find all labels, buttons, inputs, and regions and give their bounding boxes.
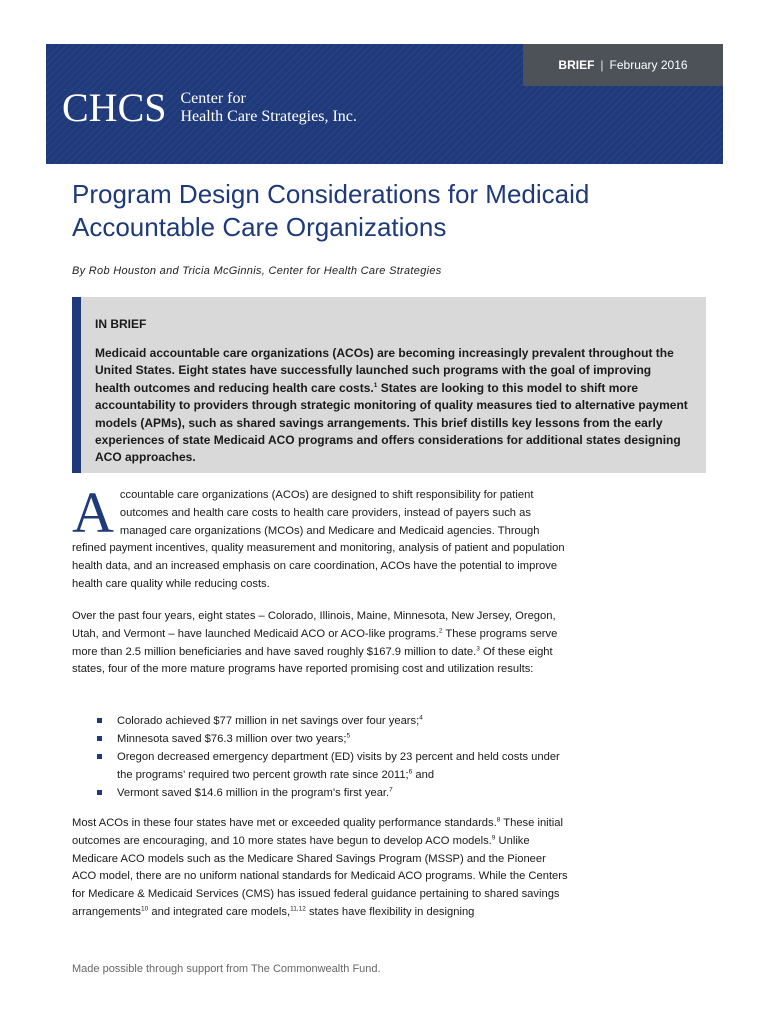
list-item: [96, 712, 576, 730]
states-text-c: Of these eight states, four of the more mature programs have reported promising cost and utilization results:: [72, 645, 553, 676]
bullet-text: Oregon decreased emergency department (ED) visits by 23 percent and held costs under the programs’ required two percent growth rate since 2011;: [117, 751, 560, 781]
drop-cap: A: [72, 480, 114, 545]
brief-date-tag: [523, 44, 723, 86]
logo-mark: CHCS: [62, 85, 167, 130]
footnote-ref[interactable]: 1: [373, 381, 378, 389]
outcomes-text-b: These initial outcomes are encouraging, and 10 more states have begun to develop ACO models.: [72, 817, 563, 847]
in-brief-summary: [95, 345, 688, 467]
footnote-ref[interactable]: 8: [496, 816, 501, 824]
bullet-text: Colorado achieved $77 million in net savings over four years;: [117, 715, 420, 727]
brief-label: BRIEF: [558, 58, 595, 72]
bullet-text: Minnesota saved $76.3 million over two years;: [117, 733, 347, 745]
outcomes-text-e: states have flexibility in designing: [305, 905, 475, 918]
square-bullet-icon: [96, 712, 117, 730]
footnote-ref[interactable]: 2: [438, 627, 443, 635]
logo-line-2: Health Care Strategies, Inc.: [180, 108, 357, 125]
square-bullet-icon: [96, 730, 117, 748]
list-item: [96, 784, 576, 802]
outcomes-text-a: Most ACOs in these four states have met or exceeded quality performance standards.: [72, 817, 497, 829]
footnote-ref[interactable]: 11,12: [290, 905, 306, 913]
intro-text: ccountable care organizations (ACOs) are designed to shift responsibility for patient outcomes and health care costs to health care providers, instead of payers such as managed care organizations (MCOs) and Medicare and Medicaid agencies. Through refined payment incentives, quality measurement and monitoring, analysis of patient and population health data, and an increased emphasis on care coordination, ACOs have the potential to improve health care quality while reducing costs.: [72, 489, 565, 590]
in-brief-text-b: States are looking to this model to shift more accountability to providers through strategic monitoring of quality measures tied to alternative payment models (APMs), such as shared savings arrangements. This brief distills key lessons from the early experiences of state Medicaid ACO programs and offers considerations for additional states designing ACO approaches.: [95, 380, 688, 465]
in-brief-text-a: Medicaid accountable care organizations (ACOs) are becoming increasingly prevalent throughout the United States. Eight states have successfully launched such programs with the goal of improving health outcomes and reducing health care costs.: [95, 346, 674, 395]
tag-separator: |: [600, 58, 604, 72]
logo-line-1: Center for: [180, 90, 246, 108]
results-list: [96, 712, 576, 802]
states-text-a: Over the past four years, eight states – Colorado, Illinois, Maine, Minnesota, New Jersey, Oregon, Utah, and Vermont – have launched Medicaid ACO or ACO-like programs.: [72, 610, 556, 640]
states-text-b: These programs serve more than 2.5 million beneficiaries and have saved roughly $167.9 million to date.: [72, 627, 558, 658]
outcomes-text-d: and integrated care models,: [148, 905, 291, 918]
outcomes-text-c: Unlike Medicare ACO models such as the Medicare Shared Savings Program (MSSP) and the Pioneer ACO model, there are no uniform national standards for Medicaid ACO programs. While the Centers for Medicare & Medicaid Services (CMS) has issued federal guidance pertaining to shared savings arrangements: [72, 834, 568, 918]
document-title: [72, 178, 712, 244]
states-paragraph: [72, 608, 572, 679]
title-line-2: Accountable Care Organizations: [72, 212, 447, 242]
list-item: [96, 748, 576, 784]
square-bullet-icon: [96, 784, 117, 802]
list-item-text: [117, 730, 576, 748]
intro-paragraph: [72, 480, 572, 594]
footnote-ref[interactable]: 10: [141, 905, 149, 913]
chcs-logo: [62, 85, 357, 130]
list-item-text: [117, 712, 576, 730]
footnote-ref[interactable]: 9: [491, 834, 496, 842]
byline: By Rob Houston and Tricia McGinnis, Center for Health Care Strategies: [72, 265, 442, 277]
brief-date: February 2016: [609, 58, 688, 72]
in-brief-heading: IN BRIEF: [95, 317, 147, 331]
footnote-ref[interactable]: 5: [346, 732, 351, 740]
footnote-ref[interactable]: 4: [419, 714, 423, 722]
header-banner: [46, 44, 723, 164]
footer-support-note: Made possible through support from The Commonwealth Fund.: [72, 963, 381, 975]
outcomes-paragraph: [72, 815, 572, 922]
footnote-ref[interactable]: 7: [389, 786, 393, 794]
bullet-text: Vermont saved $14.6 million in the program’s first year.: [117, 787, 390, 799]
logo-name: [181, 90, 357, 125]
bullet-after: and: [412, 769, 435, 781]
list-item: [96, 730, 576, 748]
footnote-ref[interactable]: 6: [408, 768, 413, 776]
list-item-text: [117, 784, 576, 802]
footnote-ref[interactable]: 3: [476, 644, 480, 652]
list-item-text: [117, 748, 576, 784]
title-line-1: Program Design Considerations for Medicaid: [72, 179, 590, 209]
in-brief-box: [72, 297, 706, 473]
square-bullet-icon: [96, 748, 117, 784]
